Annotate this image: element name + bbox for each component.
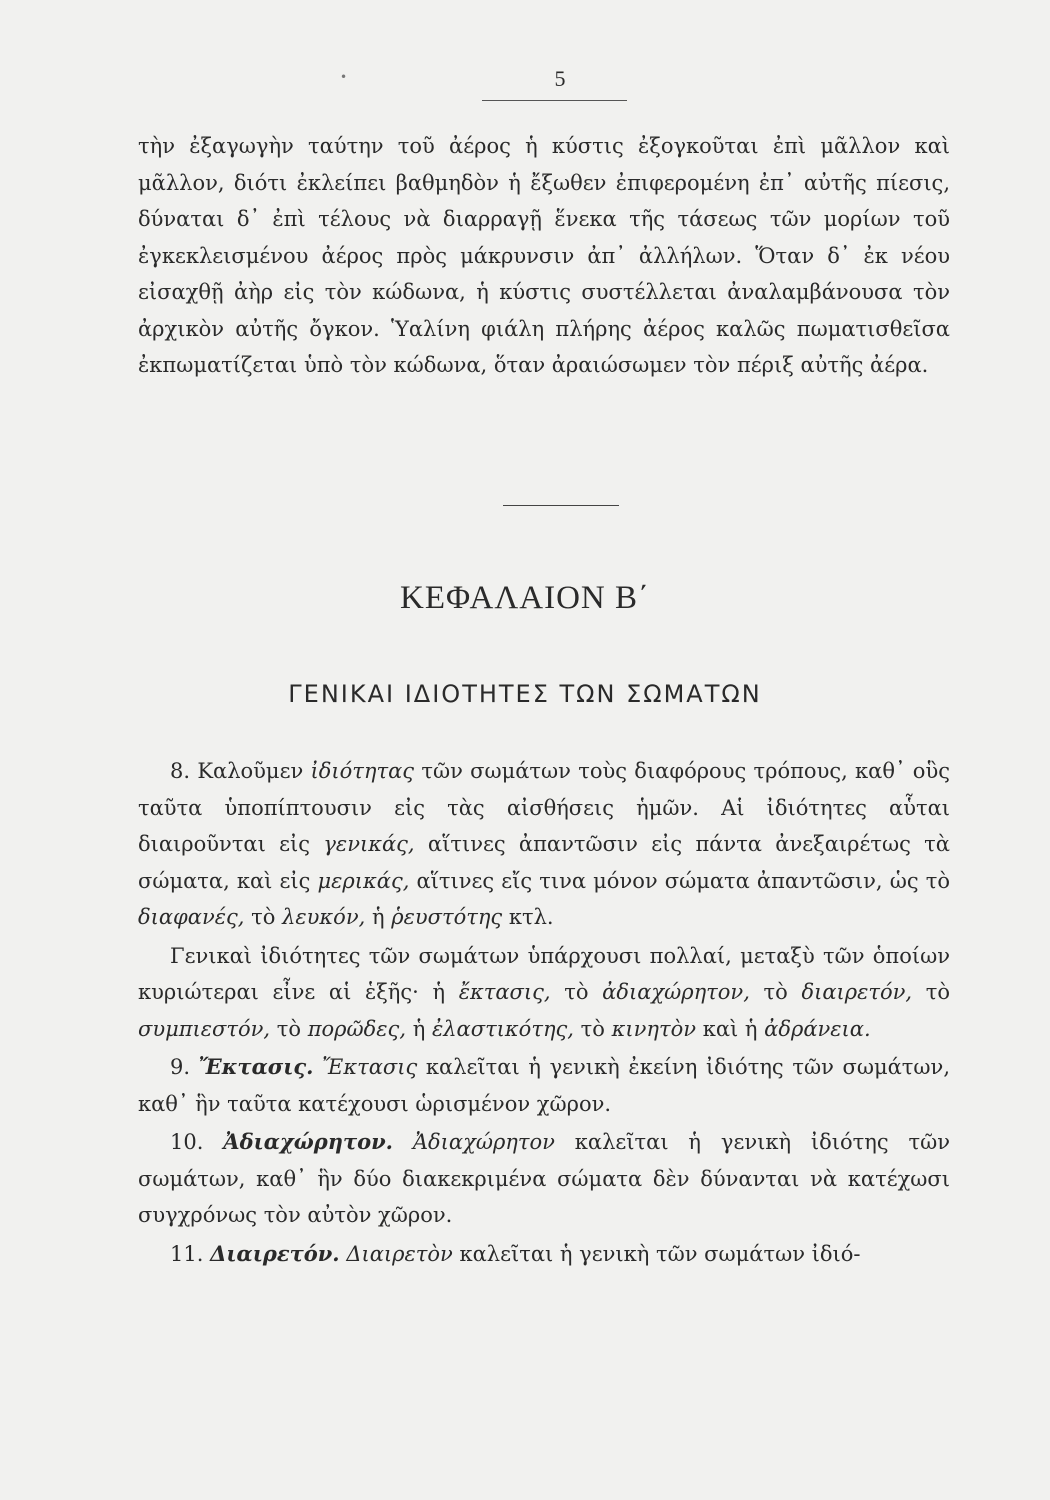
- print-mark: •: [340, 70, 348, 84]
- term-diaireton: διαιρετόν,: [801, 980, 913, 1004]
- paragraph-number: 9.: [170, 1055, 191, 1079]
- term-sympieston: συμπιεστόν,: [138, 1016, 271, 1041]
- continuation-paragraph: [138, 128, 950, 384]
- paragraph-text: κτλ.: [508, 905, 554, 929]
- paragraph-text: τὸ: [580, 1016, 605, 1041]
- paragraph-text: καλεῖται ἡ γενικὴ ἰδιότης τῶν σωμάτων, καθ᾽ ἣν δύο διακεκριμένα σώματα δὲν δύνανται νὰ κατέχωσι συγχρόνως τὸν αὐτὸν χῶρον.: [138, 1130, 951, 1227]
- term-adiachoriton: ἀδιαχώρητον,: [602, 980, 750, 1004]
- term-merikas: μερικάς,: [317, 868, 410, 893]
- continuation-text: τὴν ἐξαγωγὴν ταύτην τοῦ ἀέρος ἡ κύστις ἐξογκοῦται ἐπὶ μᾶλλον καὶ μᾶλλον, διότι ἐκλείπει βαθμηδὸν ἡ ἔξωθεν ἐπιφερομένη ἐπ᾽ αὐτῆς πίεσις, δύναται δ᾽ ἐπὶ τέλους νὰ διαρραγῇ ἕνεκα τῆς τάσεως τῶν μορίων τοῦ ἐγκεκλεισμένου ἀέρος πρὸς μάκρυνσιν ἀπ᾽ ἀλλήλων. Ὅταν δ᾽ ἐκ νέου εἰσαχθῇ ἀὴρ εἰς τὸν κώδωνα, ἡ κύστις συστέλλεται ἀναλαμβάνουσα τὸν ἀρχικὸν αὐτῆς ὄγκον. Ὑαλίνη φιάλη πλήρης ἀέρος καλῶς πωματισθεῖσα ἐκπωματίζεται ὑπὸ τὸν κώδωνα, ὅταν ἀραιώσωμεν τὸν πέριξ αὐτῆς ἀέρα.: [138, 134, 950, 377]
- chapter-heading: ΚΕΦΑΛΑΙΟΝ Β΄: [399, 580, 651, 616]
- paragraph-text: ἡ: [412, 1016, 426, 1041]
- term-elastikotis: ἐλαστικότης,: [431, 1016, 574, 1041]
- term-leukon: λευκόν,: [282, 905, 366, 929]
- term-ektasis: ἔκτασις,: [458, 980, 551, 1004]
- term-idiotitas: ἰδιότητας: [310, 759, 415, 783]
- paragraph-9: [138, 1049, 950, 1122]
- paragraph-number: 11.: [170, 1241, 204, 1266]
- term-ektasis: Ἔκτασις: [322, 1055, 418, 1079]
- paragraph-text: αἵτινες εἴς τινα μόνον σώματα ἀπαντῶσιν, ὡς τὸ: [416, 868, 950, 893]
- term-reustotis: ῥευστότης: [391, 905, 503, 929]
- term-adraneia: ἀδράνεια.: [764, 1016, 871, 1041]
- paragraph-text: καλεῖται ἡ γενικὴ τῶν σωμάτων ἰδιό-: [459, 1241, 861, 1266]
- paragraph-text: τὸ: [251, 905, 276, 929]
- page-number: 5: [554, 66, 566, 91]
- paragraph-general-properties: [138, 938, 950, 1048]
- paragraph-10: [138, 1124, 950, 1234]
- term-porodes: πορῶδες,: [307, 1016, 406, 1041]
- body-text: [138, 753, 950, 1274]
- paragraph-text: καλεῖται ἡ γενικὴ ἐκείνη ἰδιότης τῶν σωμάτων, καθ᾽ ἣν ταῦτα κατέχουσι ὡρισμένον χῶρον.: [138, 1055, 950, 1116]
- paragraph-number: 8.: [170, 759, 191, 783]
- paragraph-text: τὸ: [564, 980, 589, 1004]
- section-divider: [503, 505, 619, 506]
- section-heading: ΓΕΝΙΚΑΙ ΙΔΙΟΤΗΤΕΣ ΤΩΝ ΣΩΜΑΤΩΝ: [288, 680, 762, 708]
- term-diafanes: διαφανές,: [138, 905, 245, 929]
- paragraph-text: τὸ: [925, 980, 950, 1004]
- term-adiachoriton: Ἀδιαχώρητον: [412, 1130, 555, 1154]
- paragraph-heading: Ἀδιαχώρητον.: [223, 1129, 393, 1154]
- paragraph-text: ἡ: [371, 905, 385, 929]
- paragraph-heading: Ἔκτασις.: [198, 1054, 314, 1079]
- term-kiniton: κινητὸν: [611, 1016, 696, 1041]
- paragraph-text: τὸ: [763, 980, 788, 1004]
- paragraph-text: αἵτινες ἀπαντῶσιν εἰς πάντα ἀνεξαιρέτως τὰ σώματα, καὶ εἰς: [138, 832, 950, 893]
- paragraph-heading: Διαιρετόν.: [210, 1240, 340, 1266]
- paragraph-number: 10.: [170, 1130, 204, 1154]
- paragraph-text: τῶν σωμάτων τοὺς διαφόρους τρόπους, καθ᾽ οὓς ταῦτα ὑποπίπτουσιν εἰς τὰς αἰσθήσεις ἡμῶν. Αἱ ἰδιότητες αὗται διαιροῦνται εἰς: [138, 759, 950, 856]
- term-diaireton: Διαιρετὸν: [346, 1241, 453, 1266]
- paragraph-text: καὶ ἡ: [702, 1016, 758, 1041]
- paragraph-text: Γενικαὶ ἰδιότητες τῶν σωμάτων ὑπάρχουσι πολλαί, μεταξὺ τῶν ὁποίων κυριώτεραι εἶνε αἱ ἑξῆς· ἡ: [138, 943, 950, 1004]
- page-number-rule: [482, 100, 627, 101]
- paragraph-11: [138, 1236, 950, 1273]
- paragraph-8: [138, 753, 950, 936]
- term-genikas: γενικάς,: [323, 832, 415, 856]
- paragraph-text: Καλοῦμεν: [197, 759, 304, 783]
- paragraph-text: τὸ: [276, 1016, 302, 1041]
